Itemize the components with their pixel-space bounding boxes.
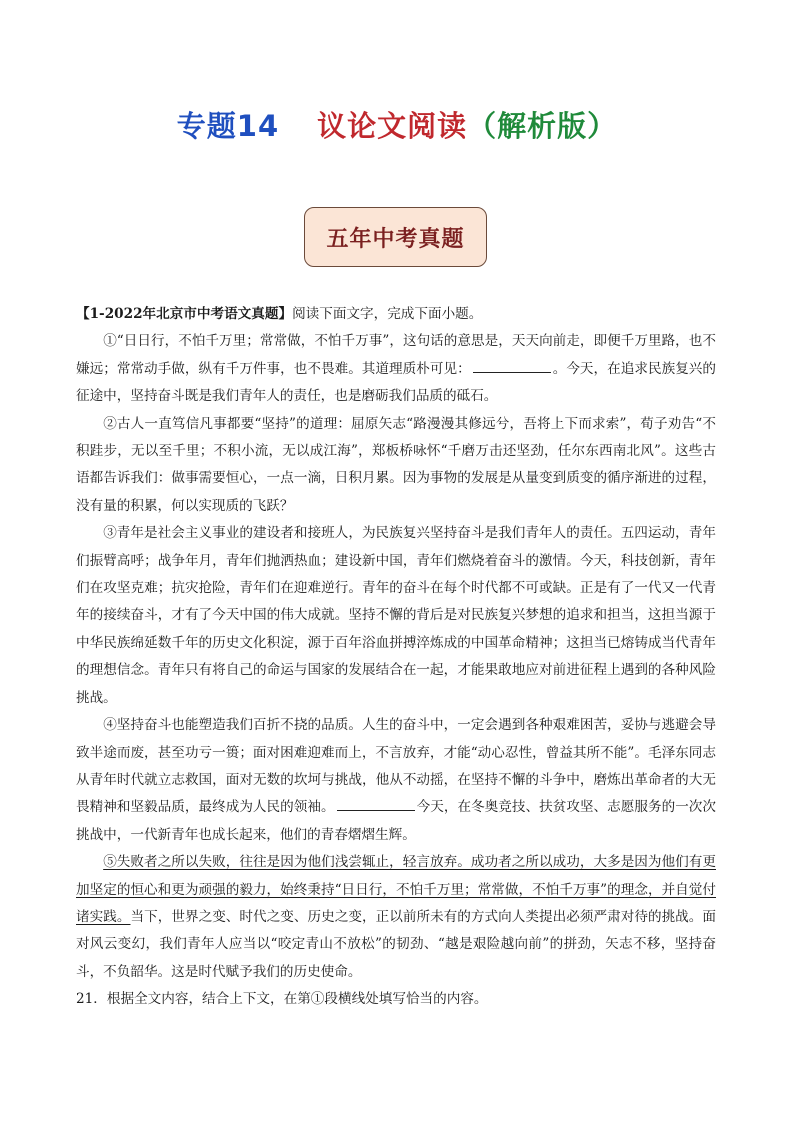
question-21: 21．根据全文内容，结合上下文，在第①段横线处填写恰当的内容。	[76, 991, 488, 1008]
title-edition: （解析版）	[467, 109, 618, 143]
question-instruction: 阅读下面文字，完成下面小题。	[292, 306, 483, 322]
paragraph-5-underlined: ⑤失败者之所以失败，往往是因为他们浅尝辄止，轻言放弃。成功者之所以成功，大多是因为他们有更加坚定的恒心和更为顽强的毅力，始终秉持“日日行，不怕千万里；常常做，不怕千万事”的理念，并自觉付诸实践。	[76, 854, 716, 925]
title-subject: 议论文阅读	[317, 109, 468, 143]
paragraph-1	[76, 328, 716, 410]
paragraph-4	[76, 712, 716, 849]
question-source: 【1-2022年北京市中考语文真题】	[76, 306, 293, 322]
reading-passage	[76, 301, 716, 1014]
title-topic-number: 专题14	[176, 109, 280, 143]
fill-blank-2	[337, 796, 415, 811]
section-badge: 五年中考真题	[304, 207, 487, 267]
question-intro	[76, 301, 716, 328]
paragraph-3: ③青年是社会主义事业的建设者和接班人，为民族复兴坚持奋斗是我们青年人的责任。五四运动，青年们振臂高呼；战争年月，青年们抛洒热血；建设新中国，青年们燃烧着奋斗的激情。今天，科技创新，青年们在攻坚克难；抗灾抢险，青年们在迎难逆行。青年的奋斗在每个时代都不可或缺。正是有了一代又一代青年的接续奋斗，才有了今天中国的伟大成就。坚持不懈的背后是对民族复兴梦想的追求和担当，这担当源于中华民族绵延数千年的历史文化积淀，源于百年浴血拼搏淬炼成的中国革命精神；这担当已熔铸成当代青年的理想信念。青年只有将自己的命运与国家的发展结合在一起，才能果敢地应对前进征程上遇到的各种风险挑战。	[76, 525, 716, 706]
paragraph-5-rest: 当下，世界之变、时代之变、历史之变，正以前所未有的方式向人类提出必须严肃对待的挑战。面对风云变幻，我们青年人应当以“咬定青山不放松”的韧劲、“越是艰险越向前”的拼劲，矢志不移，坚持奋斗，不负韶华。这是时代赋予我们的历史使命。	[76, 908, 717, 980]
paragraph-1-part-a: ①“日日行，不怕千万里；常常做，不怕千万事”，这句话的意思是，天天向前走，即便千万里路，也不嫌远；常常动手做，纵有千万件事，也不畏难。其道理质朴可见：	[76, 333, 716, 377]
paragraph-5	[76, 849, 716, 986]
paragraph-1-part-b: 。今天，在追求民族复兴的征途中，坚持奋斗既是我们青年人的责任，也是磨砺我们品质的砥石。	[76, 360, 717, 405]
paragraph-2: ②古人一直笃信凡事都要“坚持”的道理：屈原矢志“路漫漫其修远兮，吾将上下而求索”，荀子劝告“不积跬步，无以至千里；不积小流，无以成江海”，郑板桥咏怀“千磨万击还坚劲，任尔东西南北风”。这些古语都告诉我们：做事需要恒心，一点一滴，日积月累。因为事物的发展是从量变到质变的循序渐进的过程，没有量的积累，何以实现质的飞跃？	[76, 415, 716, 514]
paragraph-4-part-b: 今天，在冬奥竞技、扶贫攻坚、志愿服务的一次次挑战中，一代新青年也成长起来，他们的青春熠熠生辉。	[76, 799, 717, 843]
page-title	[0, 104, 794, 145]
fill-blank-1	[473, 358, 551, 373]
paragraph-4-part-a: ④坚持奋斗也能塑造我们百折不挠的品质。人生的奋斗中，一定会遇到各种艰难困苦，妥协与逃避会导致半途而废，甚至功亏一篑；面对困难迎难而上，不言放弃，才能“动心忍性，曾益其所不能”。毛泽东同志从青年时代就立志救国，面对无数的坎坷与挑战，他从不动摇，在坚持不懈的斗争中，磨炼出革命者的大无畏精神和坚毅品质，最终成为人民的领袖。	[76, 717, 716, 816]
